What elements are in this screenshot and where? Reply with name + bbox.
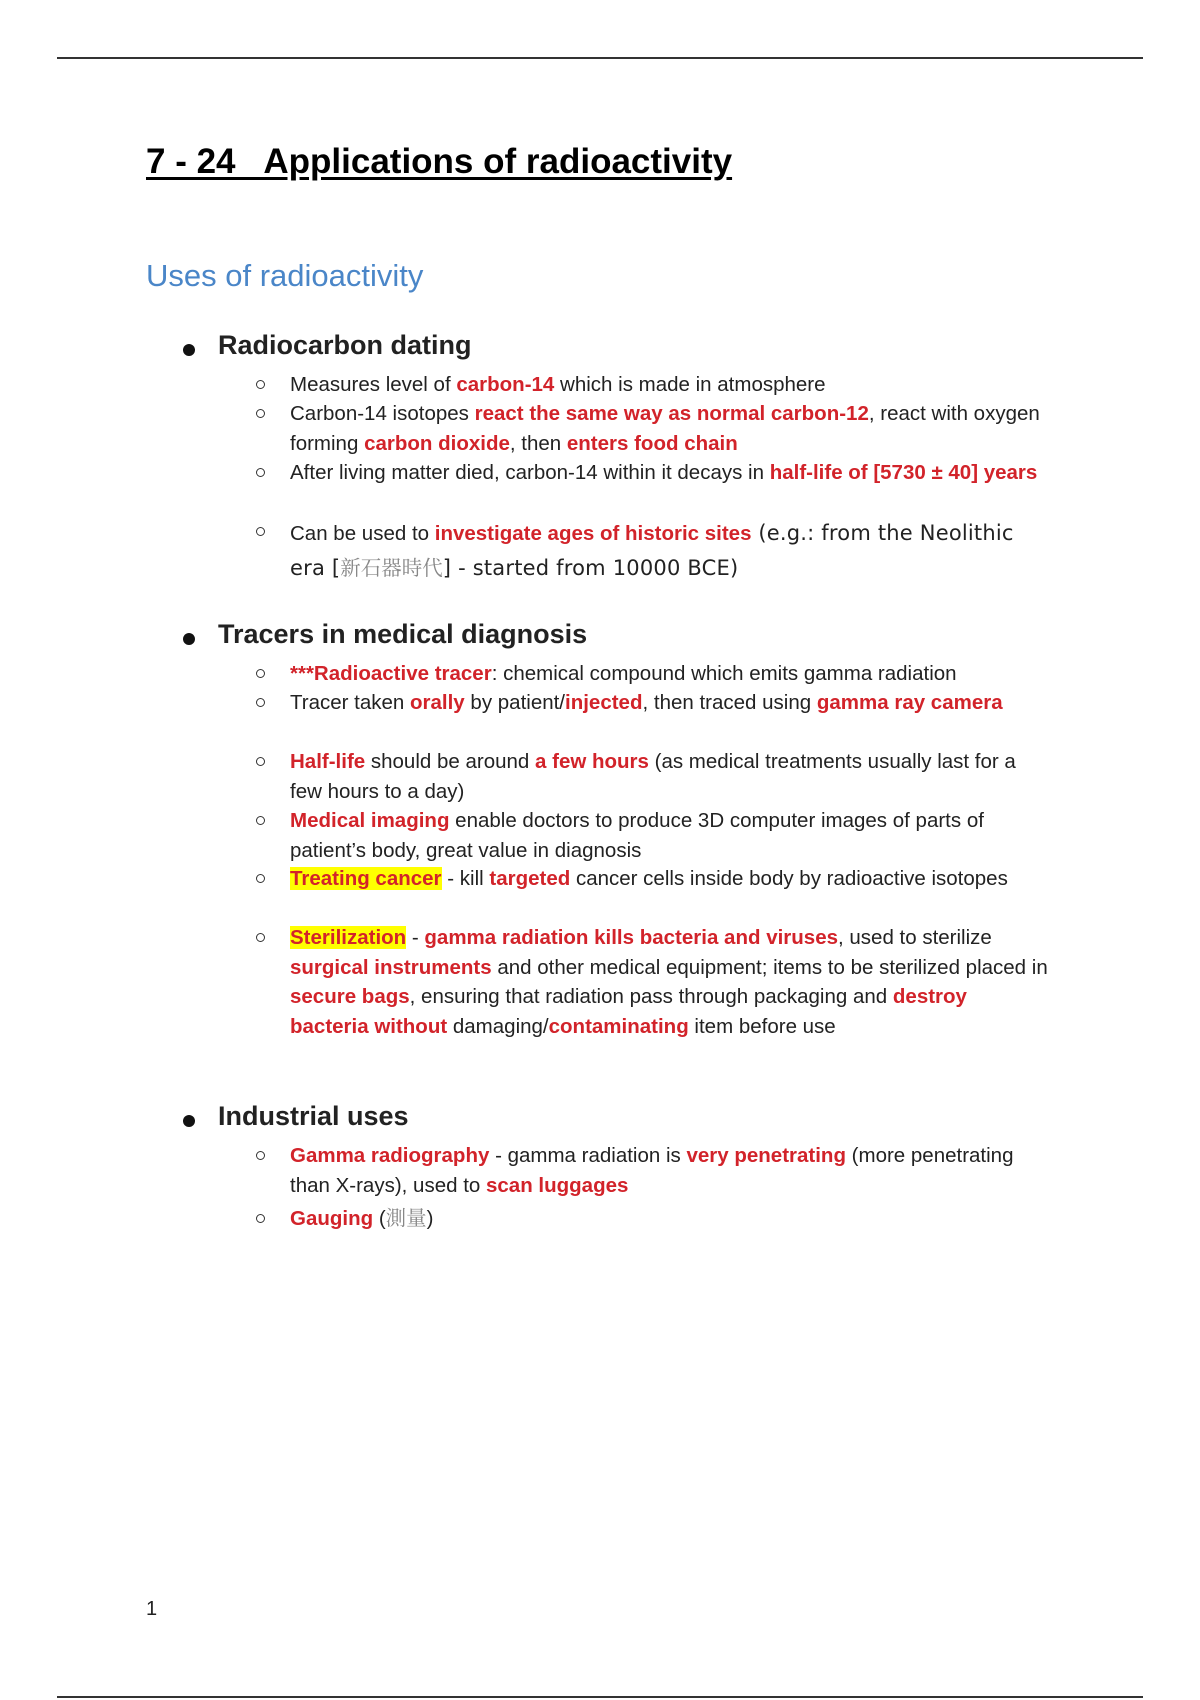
key-term: very penetrating bbox=[686, 1144, 846, 1167]
list-item-text bbox=[290, 399, 1050, 458]
list-item-text bbox=[290, 688, 1050, 718]
top-border-rule bbox=[57, 57, 1143, 59]
text-run: Measures level of bbox=[290, 373, 457, 396]
text-run: enable doctors to produce 3D computer images of parts of patient’s body, great value in diagnosis bbox=[290, 809, 984, 862]
circle-bullet-icon bbox=[256, 698, 265, 707]
key-term: gamma ray camera bbox=[816, 691, 1003, 714]
key-term: scan luggages bbox=[485, 1173, 629, 1197]
text-run: which is made in atmosphere bbox=[554, 373, 826, 396]
text-run: , react with oxygen forming bbox=[290, 402, 1040, 455]
key-term: surgical instruments bbox=[290, 955, 492, 979]
list-item-text bbox=[290, 806, 1050, 865]
key-term: react the same way as normal carbon-12 bbox=[474, 402, 869, 425]
text-run: 新石器時代 bbox=[340, 557, 443, 580]
key-term: Gamma radiography bbox=[290, 1144, 490, 1167]
text-run: , then bbox=[509, 431, 567, 455]
circle-bullet-icon bbox=[256, 933, 265, 942]
circle-bullet-icon bbox=[256, 816, 265, 825]
list-item-text bbox=[290, 458, 1050, 488]
key-term: ***Radioactive tracer bbox=[290, 662, 492, 685]
list-item-text bbox=[290, 923, 1050, 1041]
group-title: Radiocarbon dating bbox=[218, 330, 472, 360]
section-heading: Uses of radioactivity bbox=[146, 258, 424, 293]
key-term: targeted bbox=[489, 867, 571, 890]
text-run: item before use bbox=[688, 1014, 836, 1038]
page-title: 7 - 24 Applications of radioactivity bbox=[146, 142, 733, 181]
list-item-text bbox=[290, 1201, 1050, 1236]
list-item-text bbox=[290, 516, 1050, 586]
key-term: Half-life bbox=[290, 750, 366, 773]
text-run: , used to sterilize bbox=[838, 926, 992, 949]
text-run: , then traced using bbox=[642, 691, 817, 714]
group-title: Tracers in medical diagnosis bbox=[218, 619, 588, 649]
text-run: Carbon-14 isotopes bbox=[290, 402, 475, 425]
page-number: 1 bbox=[146, 1598, 158, 1620]
list-item-text bbox=[290, 1141, 1050, 1200]
circle-bullet-icon bbox=[256, 1214, 265, 1223]
highlighted-term: Treating cancer bbox=[290, 867, 442, 890]
text-run: (e.g.: from the Neolithic era [ bbox=[290, 521, 1014, 580]
list-item-text bbox=[290, 659, 1050, 689]
bullet-icon bbox=[183, 633, 195, 645]
circle-bullet-icon bbox=[256, 527, 265, 536]
circle-bullet-icon bbox=[256, 468, 265, 477]
highlighted-term: Sterilization bbox=[290, 926, 407, 949]
text-run: - bbox=[406, 926, 425, 949]
text-run: and other medical equipment; items to be sterilized placed in bbox=[491, 955, 1048, 979]
text-run: by patient/ bbox=[464, 691, 566, 714]
key-term: injected bbox=[565, 691, 643, 714]
key-term: investigate ages of historic sites bbox=[434, 522, 752, 545]
list-item-text bbox=[290, 747, 1050, 806]
key-term: Gauging bbox=[290, 1207, 374, 1230]
list-item-text bbox=[290, 864, 1050, 894]
text-run: (more penetrating than X-rays), used to bbox=[290, 1144, 1014, 1197]
text-run: - gamma radiation is bbox=[489, 1144, 687, 1167]
circle-bullet-icon bbox=[256, 380, 265, 389]
text-run: Tracer taken bbox=[290, 691, 411, 714]
text-run: - kill bbox=[441, 867, 490, 890]
key-term: a few hours bbox=[535, 750, 649, 773]
key-term: carbon dioxide bbox=[364, 431, 510, 455]
text-run: , ensuring that radiation pass through packaging and bbox=[409, 985, 893, 1008]
text-run: should be around bbox=[365, 750, 536, 773]
bullet-icon bbox=[183, 344, 195, 356]
text-run: ] - started from 10000 BCE) bbox=[442, 556, 739, 580]
key-term: orally bbox=[410, 691, 465, 714]
key-term: secure bags bbox=[290, 985, 410, 1008]
circle-bullet-icon bbox=[256, 874, 265, 883]
bullet-icon bbox=[183, 1115, 195, 1127]
circle-bullet-icon bbox=[256, 757, 265, 766]
circle-bullet-icon bbox=[256, 669, 265, 678]
text-run: damaging/ bbox=[447, 1014, 549, 1038]
text-run: cancer cells inside body by radioactive isotopes bbox=[570, 867, 1008, 890]
text-run: 測量 bbox=[385, 1207, 427, 1230]
group-title: Industrial uses bbox=[218, 1101, 409, 1131]
text-run: ( bbox=[373, 1207, 386, 1230]
text-run: Can be used to bbox=[290, 522, 435, 545]
text-run: : chemical compound which emits gamma radiation bbox=[491, 662, 957, 685]
text-run: ) bbox=[426, 1207, 434, 1230]
key-term: enters food chain bbox=[566, 431, 738, 455]
key-term: destroy bacteria without bbox=[290, 985, 967, 1038]
circle-bullet-icon bbox=[256, 1151, 265, 1160]
bottom-border-rule bbox=[57, 1696, 1143, 1698]
circle-bullet-icon bbox=[256, 409, 265, 418]
key-term: Medical imaging bbox=[290, 809, 450, 832]
text-run: (as medical treatments usually last for a few hours to a day) bbox=[290, 750, 1016, 803]
list-item-text bbox=[290, 370, 1050, 400]
text-run: After living matter died, carbon-14 within it decays in bbox=[290, 461, 770, 484]
key-term: half-life of [5730 ± 40] years bbox=[769, 461, 1038, 484]
key-term: gamma radiation kills bacteria and viruses bbox=[424, 926, 838, 949]
key-term: carbon-14 bbox=[456, 373, 555, 396]
key-term: contaminating bbox=[548, 1014, 689, 1038]
